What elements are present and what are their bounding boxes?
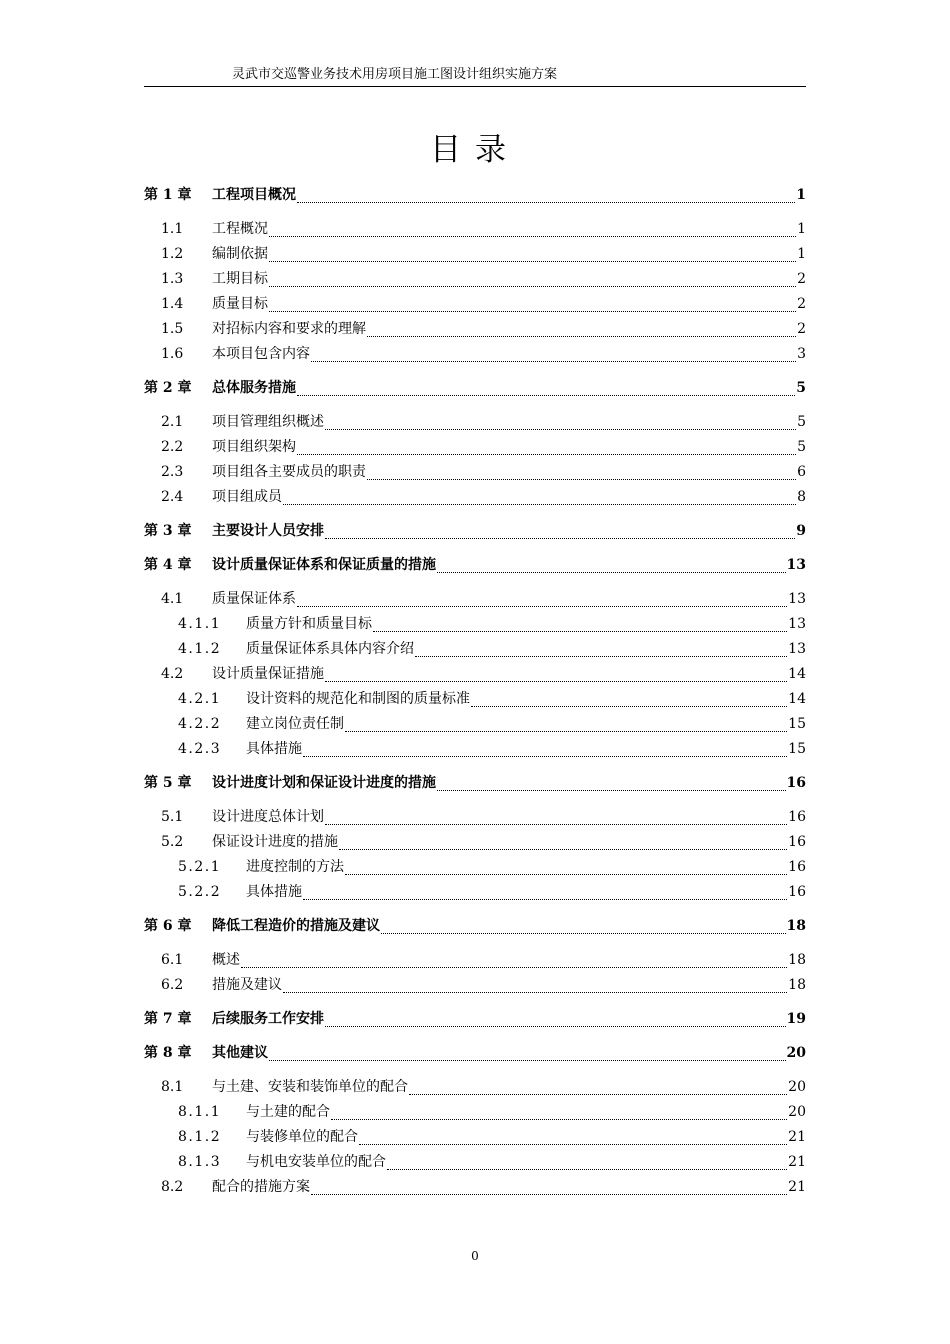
toc-leader-dots [297,606,787,607]
toc-entry-title: 质量目标 [212,296,268,312]
toc-entry-chapter[interactable] [144,520,806,545]
toc-entry-title: 质量保证体系具体内容介绍 [246,641,414,657]
toc-entry-chapter[interactable] [144,1008,806,1033]
toc-entry-number: 8.2 [161,1179,184,1195]
toc-entry-title: 具体措施 [246,884,302,900]
toc-leader-dots [297,395,795,396]
toc-entry-number: 5.2.2 [178,884,222,900]
toc-entry-sub[interactable] [144,738,806,763]
toc-entry-number: 5.2.1 [178,859,222,875]
toc-entry-title: 其他建议 [212,1045,268,1061]
toc-leader-dots [303,756,787,757]
toc-entry-page: 21 [788,1154,806,1170]
toc-leader-dots [381,933,786,934]
toc-entry-page: 5 [797,414,806,430]
toc-entry-page: 18 [788,977,806,993]
toc-entry-section[interactable] [144,343,806,368]
toc-entry-title: 降低工程造价的措施及建议 [212,918,380,934]
toc-entry-page: 9 [796,523,806,539]
toc-entry-section[interactable] [144,806,806,831]
toc-leader-dots [325,429,796,430]
toc-entry-chapter[interactable] [144,554,806,579]
toc-entry-number: 第 7 章 [144,1011,192,1027]
toc-entry-section[interactable] [144,268,806,293]
toc-entry-number: 第 1 章 [144,187,192,203]
toc-entry-number: 2.4 [161,489,184,505]
toc-entry-title: 设计质量保证体系和保证质量的措施 [212,557,436,573]
toc-leader-dots [269,1060,786,1061]
toc-entry-number: 6.1 [161,952,184,968]
toc-entry-title: 设计进度总体计划 [212,809,324,825]
toc-entry-number: 8.1 [161,1079,184,1095]
toc-leader-dots [269,286,796,287]
toc-leader-dots [325,1026,786,1027]
toc-entry-section[interactable] [144,1076,806,1101]
toc-entry-page: 13 [786,557,806,573]
toc-leader-dots [409,1094,787,1095]
toc-entry-number: 1.6 [161,346,184,362]
toc-leader-dots [311,361,796,362]
toc-entry-chapter[interactable] [144,772,806,797]
toc-entry-page: 15 [788,716,806,732]
toc-entry-title: 项目组成员 [212,489,282,505]
toc-entry-title: 后续服务工作安排 [212,1011,324,1027]
toc-entry-title: 设计进度计划和保证设计进度的措施 [212,775,436,791]
toc-entry-title: 设计质量保证措施 [212,666,324,682]
toc-leader-dots [373,631,787,632]
toc-entry-number: 4.2.1 [178,691,222,707]
toc-entry-title: 配合的措施方案 [212,1179,310,1195]
toc-entry-title: 保证设计进度的措施 [212,834,338,850]
toc-entry-page: 3 [797,346,806,362]
toc-entry-page: 15 [788,741,806,757]
page-header [144,66,806,87]
toc-leader-dots [311,1194,787,1195]
toc-leader-dots [345,874,787,875]
toc-entry-number: 8.1.3 [178,1154,222,1170]
toc-entry-title: 与土建、安装和装饰单位的配合 [212,1079,408,1095]
toc-leader-dots [297,202,795,203]
toc-entry-page: 16 [786,775,806,791]
toc-leader-dots [325,681,787,682]
toc-entry-sub[interactable] [144,613,806,638]
toc-entry-page: 20 [786,1045,806,1061]
toc-entry-number: 6.2 [161,977,184,993]
toc-entry-title: 与装修单位的配合 [246,1129,358,1145]
toc-entry-number: 2.1 [161,414,184,430]
toc-entry-page: 2 [797,296,806,312]
toc-entry-section[interactable] [144,318,806,343]
toc-entry-number: 4.1.1 [178,616,222,632]
toc-entry-title: 与土建的配合 [246,1104,330,1120]
toc-leader-dots [331,1119,787,1120]
toc-entry-title: 质量方针和质量目标 [246,616,372,632]
toc-entry-page: 6 [797,464,806,480]
toc-entry-number: 4.2 [161,666,184,682]
toc-entry-title: 总体服务措施 [212,380,296,396]
toc-title: 目录 [430,132,520,168]
toc-entry-title: 概述 [212,952,240,968]
toc-leader-dots [283,504,796,505]
toc-entry-title: 项目组织架构 [212,439,296,455]
toc-leader-dots [269,311,796,312]
toc-entry-number: 4.1.2 [178,641,222,657]
toc-entry-title: 措施及建议 [212,977,282,993]
toc-entry-title: 项目管理组织概述 [212,414,324,430]
toc-entry-page: 16 [788,859,806,875]
toc-entry-page: 18 [788,952,806,968]
toc-entry-section[interactable] [144,486,806,511]
toc-entry-page: 14 [788,666,806,682]
toc-entry-page: 2 [797,321,806,337]
toc-entry-number: 4.2.3 [178,741,222,757]
toc-leader-dots [359,1144,787,1145]
toc-entry-number: 第 3 章 [144,523,192,539]
toc-leader-dots [297,454,796,455]
toc-leader-dots [269,261,796,262]
toc-entry-page: 5 [796,380,806,396]
toc-entry-section[interactable] [144,436,806,461]
toc-leader-dots [437,572,786,573]
toc-entry-chapter[interactable] [144,915,806,940]
header-text: 灵武市交巡警业务技术用房项目施工图设计组织实施方案 [232,67,558,82]
toc-entry-page: 18 [786,918,806,934]
toc-entry-sub[interactable] [144,1101,806,1126]
toc-entry-number: 第 5 章 [144,775,192,791]
toc-entry-number: 1.2 [161,246,184,262]
toc-entry-title: 编制依据 [212,246,268,262]
table-of-contents [144,184,806,1201]
toc-entry-title: 设计资料的规范化和制图的质量标准 [246,691,470,707]
toc-entry-sub[interactable] [144,881,806,906]
toc-entry-title: 主要设计人员安排 [212,523,324,539]
toc-entry-section[interactable] [144,461,806,486]
toc-entry-section[interactable] [144,974,806,999]
toc-leader-dots [415,656,787,657]
toc-leader-dots [387,1169,787,1170]
toc-entry-title: 对招标内容和要求的理解 [212,321,366,337]
toc-entry-page: 16 [788,809,806,825]
toc-entry-page: 5 [797,439,806,455]
toc-entry-number: 1.4 [161,296,184,312]
toc-entry-sub[interactable] [144,856,806,881]
toc-entry-chapter[interactable] [144,377,806,402]
toc-entry-page: 16 [788,834,806,850]
toc-leader-dots [437,790,786,791]
toc-entry-title: 质量保证体系 [212,591,296,607]
toc-entry-section[interactable] [144,1176,806,1201]
toc-entry-sub[interactable] [144,688,806,713]
toc-entry-page: 8 [797,489,806,505]
toc-leader-dots [367,479,796,480]
toc-entry-number: 第 6 章 [144,918,192,934]
toc-entry-chapter[interactable] [144,184,806,209]
toc-leader-dots [367,336,796,337]
toc-entry-title: 建立岗位责任制 [246,716,344,732]
toc-entry-sub[interactable] [144,638,806,663]
toc-entry-page: 21 [788,1179,806,1195]
toc-leader-dots [471,706,787,707]
toc-entry-number: 4.1 [161,591,184,607]
toc-entry-title: 工期目标 [212,271,268,287]
toc-entry-chapter[interactable] [144,1042,806,1067]
toc-entry-page: 16 [788,884,806,900]
toc-entry-number: 8.1.1 [178,1104,222,1120]
toc-entry-page: 2 [797,271,806,287]
toc-leader-dots [345,731,787,732]
toc-leader-dots [241,967,787,968]
toc-entry-page: 13 [788,641,806,657]
toc-entry-section[interactable] [144,663,806,688]
toc-entry-sub[interactable] [144,713,806,738]
toc-entry-number: 4.2.2 [178,716,222,732]
toc-entry-number: 8.1.2 [178,1129,222,1145]
toc-entry-section[interactable] [144,949,806,974]
toc-entry-section[interactable] [144,588,806,613]
toc-entry-sub[interactable] [144,1151,806,1176]
toc-leader-dots [339,849,787,850]
toc-entry-page: 1 [797,221,806,237]
toc-entry-page: 1 [797,246,806,262]
toc-entry-number: 1.5 [161,321,184,337]
toc-entry-number: 5.2 [161,834,184,850]
toc-entry-section[interactable] [144,293,806,318]
toc-entry-number: 1.1 [161,221,184,237]
toc-entry-number: 1.3 [161,271,184,287]
page-number: 0 [471,1249,479,1263]
toc-entry-title: 具体措施 [246,741,302,757]
toc-entry-number: 第 8 章 [144,1045,192,1061]
toc-entry-section[interactable] [144,411,806,436]
toc-entry-page: 19 [786,1011,806,1027]
toc-entry-page: 21 [788,1129,806,1145]
toc-entry-page: 13 [788,616,806,632]
toc-leader-dots [269,236,796,237]
toc-entry-title: 工程概况 [212,221,268,237]
toc-entry-title: 本项目包含内容 [212,346,310,362]
toc-entry-title: 与机电安装单位的配合 [246,1154,386,1170]
toc-leader-dots [303,899,787,900]
toc-entry-section[interactable] [144,243,806,268]
toc-entry-sub[interactable] [144,1126,806,1151]
toc-entry-page: 1 [796,187,806,203]
toc-entry-section[interactable] [144,218,806,243]
toc-entry-page: 13 [788,591,806,607]
toc-leader-dots [325,824,787,825]
toc-entry-number: 第 4 章 [144,557,192,573]
toc-entry-number: 2.3 [161,464,184,480]
toc-entry-title: 项目组各主要成员的职责 [212,464,366,480]
toc-entry-title: 工程项目概况 [212,187,296,203]
toc-entry-page: 20 [788,1104,806,1120]
toc-entry-section[interactable] [144,831,806,856]
toc-leader-dots [325,538,795,539]
toc-entry-number: 2.2 [161,439,184,455]
toc-entry-number: 5.1 [161,809,184,825]
toc-entry-number: 第 2 章 [144,380,192,396]
toc-leader-dots [283,992,787,993]
toc-entry-title: 进度控制的方法 [246,859,344,875]
toc-entry-page: 20 [788,1079,806,1095]
toc-entry-page: 14 [788,691,806,707]
